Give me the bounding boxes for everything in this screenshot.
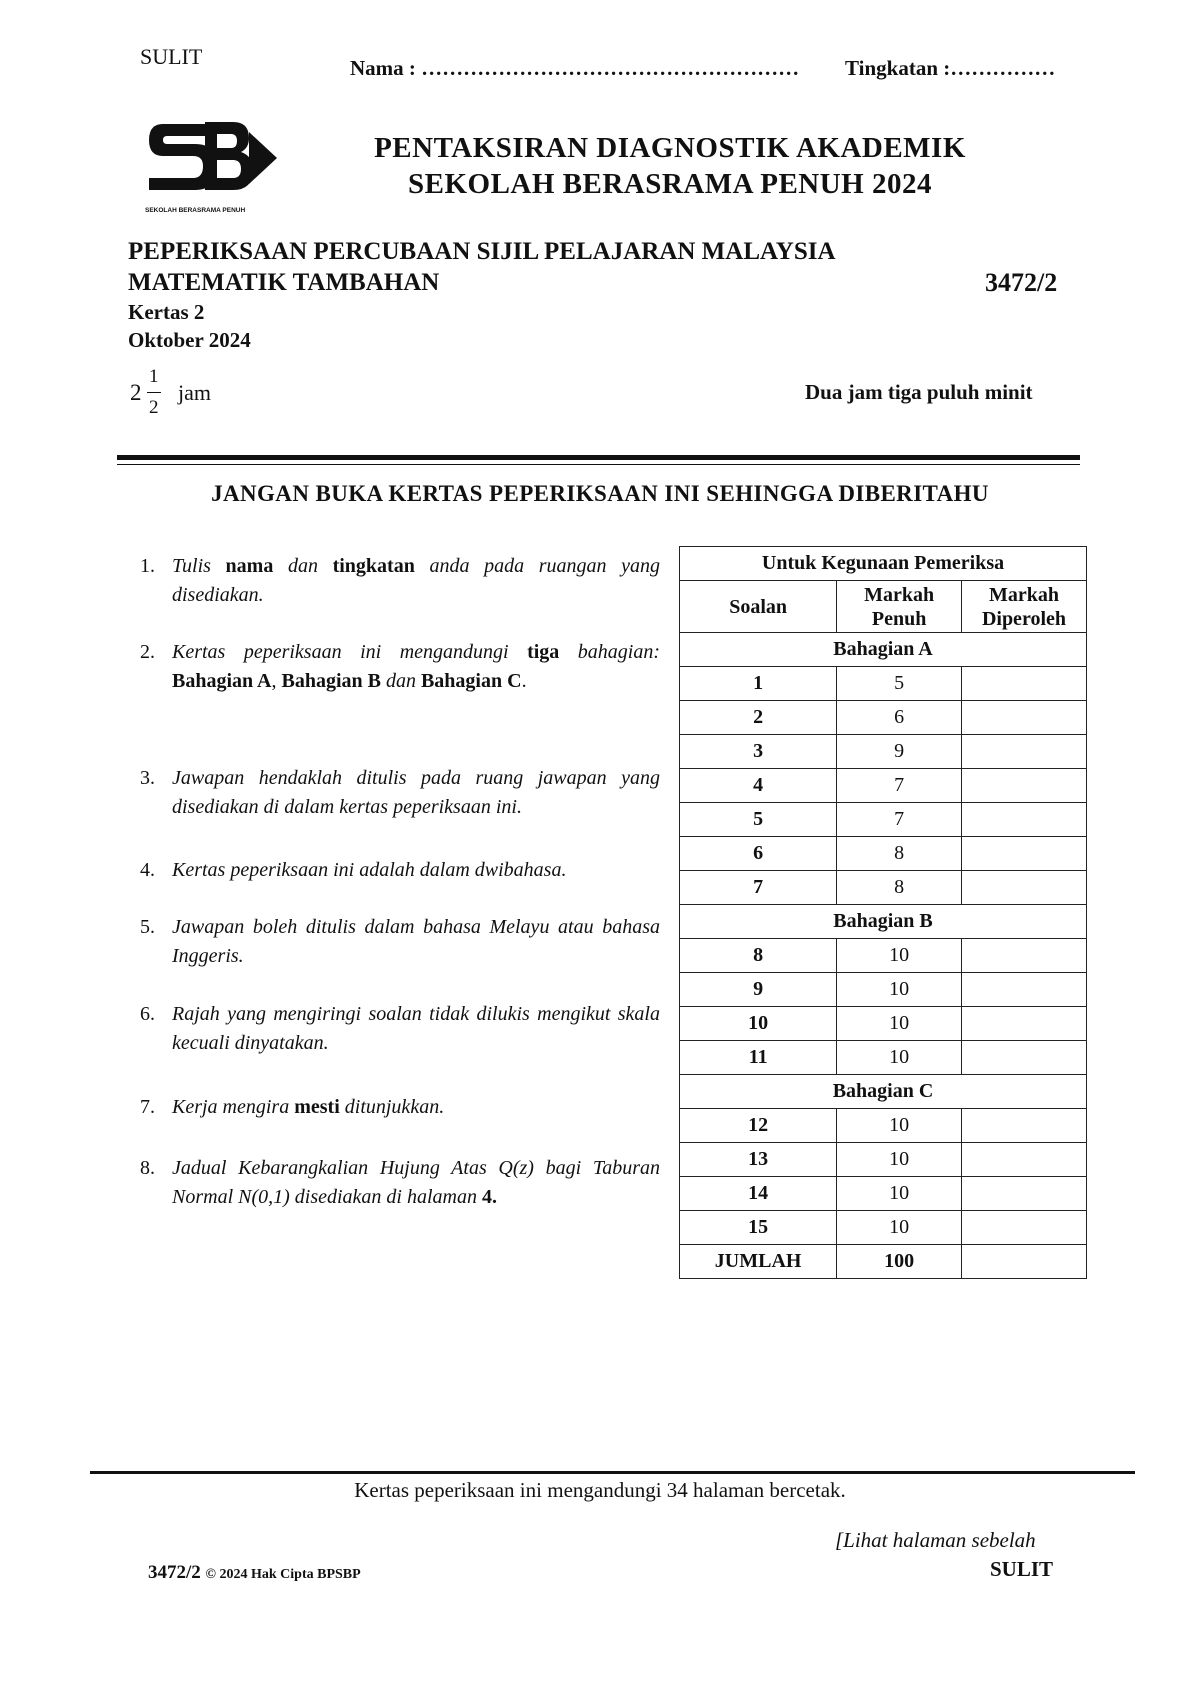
exam-name: PEPERIKSAAN PERCUBAAN SIJIL PELAJARAN MALAYSIA: [128, 238, 836, 265]
sbp-logo-icon: [145, 118, 280, 218]
marks-row: [680, 1109, 1087, 1143]
instruction-number: 7.: [140, 1096, 155, 1118]
sulit-bottom-label: SULIT: [990, 1557, 1054, 1581]
question-number: 6: [680, 837, 837, 871]
instruction-number: 2.: [140, 641, 155, 663]
duration-denominator: 2: [149, 397, 159, 418]
instruction-number: 3.: [140, 767, 155, 789]
total-label: JUMLAH: [680, 1245, 837, 1279]
question-number: 11: [680, 1041, 837, 1075]
marks-row: [680, 939, 1087, 973]
obtained-marks-cell[interactable]: [961, 1177, 1086, 1211]
duration-unit: jam: [178, 380, 211, 405]
question-number: 14: [680, 1177, 837, 1211]
question-number: 8: [680, 939, 837, 973]
instruction-item: 6. Rajah yang mengiringi soalan tidak dilukis mengikut skala kecuali dinyatakan.: [140, 1000, 660, 1058]
marks-row: [680, 769, 1087, 803]
full-marks: 7: [837, 803, 962, 837]
marks-table-title: Untuk Kegunaan Pemeriksa: [680, 547, 1087, 581]
page-count-note: Kertas peperiksaan ini mengandungi 34 halaman bercetak.: [354, 1478, 846, 1502]
duration-numerator: 1: [149, 366, 159, 387]
sulit-top-label: SULIT: [140, 44, 203, 69]
warning-notice: JANGAN BUKA KERTAS PEPERIKSAAN INI SEHINGGA DIBERITAHU: [211, 481, 989, 506]
full-marks: 8: [837, 837, 962, 871]
sbp-logo: [145, 118, 280, 218]
total-row: [680, 1245, 1087, 1279]
copyright-line: [148, 1562, 361, 1584]
full-marks: 10: [837, 1007, 962, 1041]
instruction-item: 3. Jawapan hendaklah ditulis pada ruang jawapan yang disediakan di dalam kertas peperiksaan ini.: [140, 764, 660, 822]
obtained-marks-cell[interactable]: [961, 871, 1086, 905]
marks-row: [680, 667, 1087, 701]
form-field-label: Tingkatan :……………: [845, 56, 1056, 80]
instruction-item: 5. Jawapan boleh ditulis dalam bahasa Melayu atau bahasa Inggeris.: [140, 913, 660, 971]
full-marks: 10: [837, 1143, 962, 1177]
marks-row: [680, 1041, 1087, 1075]
copyright-text: © 2024 Hak Cipta BPSBP: [205, 1567, 361, 1582]
total-obtained-cell[interactable]: [961, 1245, 1086, 1279]
obtained-marks-cell[interactable]: [961, 667, 1086, 701]
instruction-item: 2. Kertas peperiksaan ini mengandungi tiga bahagian: Bahagian A, Bahagian B dan Bahagian C.: [140, 638, 660, 696]
marks-row: [680, 1007, 1087, 1041]
paper-code: 3472/2: [985, 268, 1058, 297]
instruction-item: 1. Tulis nama dan tingkatan anda pada ruangan yang disediakan.: [140, 552, 660, 610]
obtained-marks-cell[interactable]: [961, 1143, 1086, 1177]
instruction-number: 6.: [140, 1003, 155, 1025]
question-number: 1: [680, 667, 837, 701]
obtained-marks-cell[interactable]: [961, 769, 1086, 803]
paper-number: Kertas 2: [128, 300, 205, 324]
question-number: 13: [680, 1143, 837, 1177]
full-marks: 10: [837, 1109, 962, 1143]
question-number: 2: [680, 701, 837, 735]
col-header-markah-penuh: Markah Penuh: [837, 581, 962, 633]
col-header-soalan: Soalan: [680, 581, 837, 633]
name-field-label: Nama : ………………………………………………: [350, 56, 800, 80]
question-number: 4: [680, 769, 837, 803]
footer-divider: [90, 1471, 1135, 1474]
col-header-markah-diperoleh: Markah Diperoleh: [961, 581, 1086, 633]
obtained-marks-cell[interactable]: [961, 735, 1086, 769]
exam-month: Oktober 2024: [128, 328, 251, 352]
marks-row: [680, 1211, 1087, 1245]
next-page-note: [Lihat halaman sebelah: [835, 1528, 1036, 1552]
obtained-marks-cell[interactable]: [961, 803, 1086, 837]
instruction-item: 8. Jadual Kebarangkalian Hujung Atas Q(z) bagi Taburan Normal N(0,1) disediakan di halaman 4.: [140, 1154, 660, 1212]
footer-code: 3472/2: [148, 1562, 201, 1583]
question-number: 9: [680, 973, 837, 1007]
header-divider: [117, 455, 1080, 460]
marks-row: [680, 803, 1087, 837]
instruction-number: 8.: [140, 1157, 155, 1179]
question-number: 5: [680, 803, 837, 837]
marks-row: [680, 735, 1087, 769]
full-marks: 9: [837, 735, 962, 769]
instruction-item: 7. Kerja mengira mesti ditunjukkan.: [140, 1093, 660, 1122]
section-header-b: Bahagian B: [680, 905, 1087, 939]
total-value: 100: [837, 1245, 962, 1279]
marks-row: [680, 871, 1087, 905]
full-marks: 10: [837, 973, 962, 1007]
examiner-marks-table: [679, 546, 1087, 1279]
full-marks: 8: [837, 871, 962, 905]
obtained-marks-cell[interactable]: [961, 837, 1086, 871]
full-marks: 10: [837, 939, 962, 973]
instruction-number: 5.: [140, 916, 155, 938]
full-marks: 10: [837, 1177, 962, 1211]
obtained-marks-cell[interactable]: [961, 1007, 1086, 1041]
obtained-marks-cell[interactable]: [961, 939, 1086, 973]
header-divider-thin: [117, 464, 1080, 465]
logo-caption: SEKOLAH BERASRAMA PENUH: [145, 207, 246, 214]
marks-row: [680, 1143, 1087, 1177]
obtained-marks-cell[interactable]: [961, 701, 1086, 735]
full-marks: 10: [837, 1211, 962, 1245]
fraction-bar: [147, 392, 161, 393]
marks-row: [680, 973, 1087, 1007]
section-header-a: Bahagian A: [680, 633, 1087, 667]
duration-words: Dua jam tiga puluh minit: [805, 380, 1033, 404]
full-marks: 5: [837, 667, 962, 701]
full-marks: 10: [837, 1041, 962, 1075]
full-marks: 7: [837, 769, 962, 803]
marks-row: [680, 837, 1087, 871]
instruction-number: 1.: [140, 555, 155, 577]
question-number: 12: [680, 1109, 837, 1143]
instruction-number: 4.: [140, 859, 155, 881]
marks-row: [680, 1177, 1087, 1211]
question-number: 7: [680, 871, 837, 905]
obtained-marks-cell[interactable]: [961, 973, 1086, 1007]
full-marks: 6: [837, 701, 962, 735]
obtained-marks-cell[interactable]: [961, 1211, 1086, 1245]
title-line-2: SEKOLAH BERASRAMA PENUH 2024: [408, 168, 932, 200]
section-header-c: Bahagian C: [680, 1075, 1087, 1109]
title-line-1: PENTAKSIRAN DIAGNOSTIK AKADEMIK: [374, 132, 966, 164]
instruction-item: 4. Kertas peperiksaan ini adalah dalam dwibahasa.: [140, 856, 660, 885]
duration-whole: 2: [130, 380, 142, 405]
obtained-marks-cell[interactable]: [961, 1041, 1086, 1075]
question-number: 3: [680, 735, 837, 769]
question-number: 10: [680, 1007, 837, 1041]
question-number: 15: [680, 1211, 837, 1245]
subject-name: MATEMATIK TAMBAHAN: [128, 269, 440, 296]
marks-row: [680, 701, 1087, 735]
obtained-marks-cell[interactable]: [961, 1109, 1086, 1143]
